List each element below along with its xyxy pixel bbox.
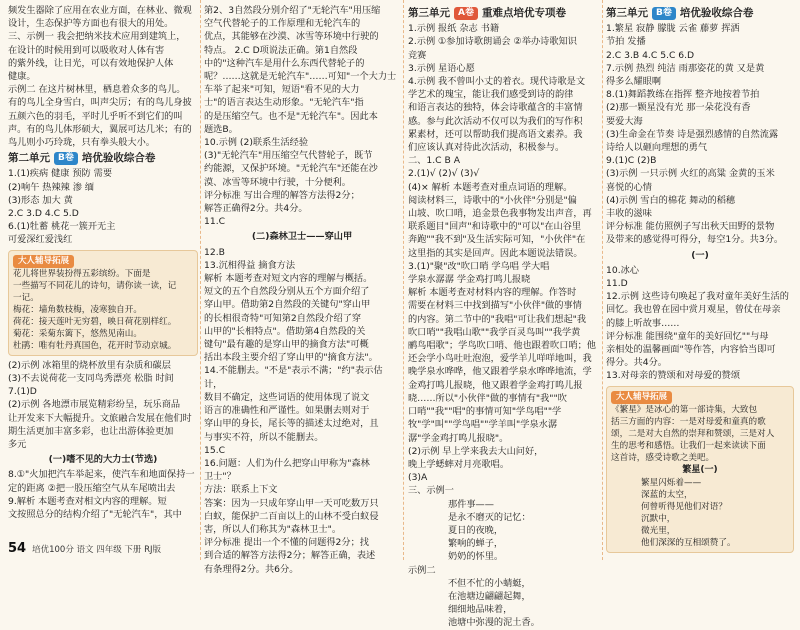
answer-line: 学泉水潺潺 学金鸡打鸣儿报晓 [408, 274, 531, 286]
answer-line: 优点，其能够在沙漠、冰雪等环境中行驶的 [204, 31, 379, 43]
box-line: 一记。 [13, 292, 39, 303]
answer-line: 害，所以人们称其为"森林卫士"。 [204, 523, 342, 535]
answer-line: 1.示例 报纸 杂志 书籍 [408, 23, 500, 35]
answer-line: 解析 本题考查对材料内容的理解。作答时 [408, 287, 577, 299]
answer-line: 丰收的滋味 [606, 208, 652, 220]
answer-line: 解答正确得2分。共4分。 [204, 203, 308, 215]
answer-line: (4)示例 雪白的棉花 舞动的稻穗 [606, 194, 736, 206]
answer-line: (2)那一颗星没有光 那一朵花没有香 [606, 102, 751, 114]
answer-line: 累素材，还可以帮助我们提高语文素养。我 [408, 128, 583, 140]
answer-line: 得多么耀眼啊 [606, 76, 662, 88]
answer-line: 期生活更加丰富多彩，也让出游体验更加 [8, 425, 174, 437]
answer-line: 有条理得2分。共6分。 [204, 563, 299, 575]
answer-line: 需要在材料三中找到描写"小伙伴"做的事情 [408, 300, 582, 312]
answer-line: 评分标准 提出一个不懂的问题得2分；找 [204, 537, 369, 549]
poem-line: 繁星闪烁着—— [641, 478, 702, 489]
column-divider [403, 0, 404, 560]
answer-line: 2.示例 ①参加诗歌朗诵会 ②举办诗歌知识 [408, 36, 577, 48]
box-line: 括三方面的内容：一是对母爱和童真的歌 [611, 416, 766, 427]
answer-line: 1.(1)疾病 健康 预防 需要 [8, 168, 113, 180]
poem-line: 那件事—— [448, 498, 494, 510]
answer-line: 空气代替轮子的工作原理和无轮汽车的 [204, 18, 361, 30]
answer-line: 的膝上听故事…… [606, 317, 680, 329]
poem-line: 奶奶的怀里。 [448, 551, 504, 563]
answer-line: 定的距离 ②把一股压缩空气从车尾喷出去 [8, 482, 176, 494]
answer-line: 二、1.C B A [408, 155, 460, 167]
poem-line: 细细地品味着， [448, 604, 513, 616]
poem-lines [611, 477, 789, 549]
answer-line: (3)生命金在节奏 诗是强烈感情的自然流露 [606, 128, 779, 140]
answer-line: (3)示例 一只示例 火红的高粱 金黄的玉米 [606, 168, 775, 180]
answer-line: (2)示例 冰箱里的烧杯放里有杂质和碳层 [8, 359, 171, 371]
answer-line: 多元 [8, 439, 27, 451]
answer-line: 7.(1)D [8, 386, 37, 398]
answer-line: 节拍 发播 [606, 36, 646, 48]
answer-line: 们应该认真对待此次活动，积极参与。 [408, 142, 565, 154]
answer-line: 2.(1)√ (2)√ (3)√ [408, 168, 480, 180]
poem-example-1 [408, 484, 600, 563]
answer-line: 语言的准确性和严谨性。如果删去则对于 [204, 405, 370, 417]
poem-line: 繁响的蝉子， [448, 538, 504, 550]
answer-line: 1.繁星 寂静 朦胧 云雀 藤萝 挥洒 [606, 23, 740, 35]
answer-line: 晚学泉水哗哗，他又跟着学泉水哗哗地流，学 [408, 366, 592, 378]
answer-line: 的内容。第二节中的"我唱"可让我们想起"我 [408, 313, 587, 325]
passage-title: (一) [691, 249, 709, 261]
section-header [8, 152, 198, 165]
passage-title: (二)森林卫士——穿山甲 [251, 231, 353, 243]
answer-line: 键句"最有趣的是穿山甲的摘食方法"可概 [204, 339, 369, 351]
answer-line: 与事实不符，所以不能删去。 [204, 431, 324, 443]
answer-line: 五颜六色的羽毛，平时儿乎听不到它们的叫 [8, 110, 183, 122]
answer-line: 解析 本题考查对短文内容的理解与概括。 [204, 273, 373, 285]
poem-lines [408, 498, 600, 564]
section-badge: A卷 [454, 7, 478, 20]
poem-lines [408, 577, 600, 630]
box-line: 梅花：墙角数枝梅，凌寒独自开。 [13, 304, 142, 315]
answer-line: 鹂鸟唱歌"；学鸟吹口哨、他也跟着吹口哨；他 [408, 340, 596, 352]
answer-line: 设计，生态保护等方面也有很大的用处。 [8, 18, 174, 30]
answer-line: 感。参与此次活动不仅可以为我们的写作积 [408, 115, 583, 127]
answer-line: 可爱深红爱浅红 [8, 234, 73, 246]
answer-line: 喜悦的心情 [606, 181, 652, 193]
answer-line: 诗给人以砸向理想的勇气 [606, 142, 708, 154]
answer-line: 12.示例 这些诗句唤起了我对童年美好生活的 [606, 291, 789, 303]
answer-line: 11.D [606, 278, 628, 290]
answer-line: (3)形态 加大 黄 [8, 194, 73, 206]
answer-line: 短文的五个自然段分别从五个方面介绍了 [204, 286, 370, 298]
poem-line: 池塘中弥漫的泥土香。 [448, 617, 540, 629]
poem-line: 在池塘边翩翩起舞， [448, 590, 531, 602]
answer-line: 和语言表达的独特，体会诗歌蕴含的丰富情 [408, 102, 583, 114]
answer-line: (3)不去说荷花一支同鸟秀漂亮 松脂 时间 [8, 373, 174, 385]
answer-lines [8, 359, 198, 451]
answer-line: 山甲的"长相特点"。借助第4自然段的关 [204, 325, 366, 337]
box-line: 颂，二是对大自然的崇拜和赞颂，三是对人 [611, 428, 775, 439]
column-2 [204, 4, 400, 576]
answer-line: 评分标准 能仿照例子写出秋天田野的景物 [606, 221, 775, 233]
answer-line: 答案：因为一只成年穿山甲一天可吃数万只 [204, 497, 379, 509]
box-title: 大人辅导拓展 [611, 391, 672, 404]
answer-line: 9.解析 本题考查对相文内容的理解。短 [8, 495, 167, 507]
section-title: 第三单元 [408, 7, 450, 19]
answer-line: 16.问题：人们为什么把穿山甲称为"森林 [204, 457, 370, 469]
answer-line: 示例二 在这片树林里，栖息着众多的鸟儿。 [8, 84, 186, 96]
column-divider [200, 0, 201, 560]
answer-line: 3.(1)"聚"改"吹口哨 学乌唱 学大唱 [408, 260, 550, 272]
answer-line: 13.沉相得益 摘食方法 [204, 259, 296, 271]
tutor-extension-box [606, 386, 794, 553]
answer-line: 联系题目"回声"和诗歌中的"可以"在山谷里 [408, 221, 582, 233]
answer-line: 及带来的感觉得可得分，每空1分。共3分。 [606, 234, 784, 246]
answer-line: 题选B。 [204, 123, 238, 135]
answer-line: 的紫外线，让日光，可以有效地保护人体 [8, 57, 174, 69]
section-badge: B卷 [652, 7, 676, 20]
answer-line: 鸟儿则小巧玲珑，只有拳头般大小。 [8, 137, 155, 149]
poem-line: 微光里， [641, 526, 676, 537]
footer-text: 培优100分 语文 四年级 下册 RJ版 [32, 544, 162, 555]
answer-line: 的长相很奇特"可知第2自然段介绍了穿 [204, 312, 362, 324]
answer-line: 阅读材料三，诗歌中的"小伙伴"分别是"偏 [408, 194, 577, 206]
answer-lines [8, 468, 198, 521]
answer-line: 3.示例 星语心愿 [408, 62, 475, 74]
answer-line: (3)"无轮汽车"用压缩空气代替轮子，既节 [204, 150, 373, 162]
box-lines [13, 268, 193, 352]
answer-line: 要爱大海 [606, 115, 643, 127]
answer-line: 吹口哨""我唱山歌""我学百灵鸟叫""我学黄 [408, 326, 581, 338]
answer-line: 2.C 3.D 4.C 5.D [8, 208, 79, 220]
answer-line: 潺"学金鸡打鸣儿报晓"。 [408, 432, 509, 444]
answer-line: 竞赛 [408, 49, 427, 61]
box-line: 菊花：采菊东篱下，悠然见南山。 [13, 328, 142, 339]
box-line: 《繁星》是冰心的第一部诗集，大致包 [611, 404, 758, 415]
answer-line: 10.示例 (2)联系生活经验 [204, 137, 309, 149]
answer-line: 还会学小鸟吐吐泡泡，爱学羊儿咩咩地叫，我 [408, 353, 592, 365]
answer-line: 8.(1)舞蹈教练在指挥 整齐地按着节拍 [606, 89, 760, 101]
answer-line: 9.(1)C (2)B [606, 155, 657, 167]
answer-line: 有的鸟儿全身雪白，叫声尖厉；有的鸟儿身披 [8, 97, 192, 109]
answer-line: 晓……所以"小伙伴"做的事情有"我""吹 [408, 392, 567, 404]
poem-line: 深蓝的太空， [641, 490, 693, 501]
answer-line: 6.(1)牡蓄 桃花一簇开无主 [8, 221, 116, 233]
answer-line: 回忆。我也曾在园中赏月观星，曾仗在母亲 [606, 304, 781, 316]
answer-line: 4.示例 我不曾叫小丈的着衣。现代诗歌是文 [408, 76, 586, 88]
column-3 [408, 4, 600, 630]
answer-line: 口哨""我""唱"的事情可知"学鸟唱""学 [408, 406, 562, 418]
answer-line: (2)响午 热辣辣 渗 缅 [8, 181, 95, 193]
answer-line: 金鸡打鸣儿报晓，他又跟着学金鸡打鸣儿报 [408, 379, 583, 391]
poem-line: 沉默中， [641, 514, 676, 525]
poem-line: 何曾听得见他们对语？ [641, 502, 727, 513]
column-1 [8, 4, 198, 521]
answer-line: 11.C [204, 216, 226, 228]
section-title: 第二单元 [8, 152, 50, 165]
answer-line: 的是压缩空气。也不是"无轮汽车"。因此本 [204, 110, 378, 122]
answer-line: 8.①"火加把汽车举起来，使汽车和地面保持一 [8, 469, 195, 481]
box-line: 生的思考和感悟。让我们一起来读读下面 [611, 440, 766, 451]
answer-line: 白蚁，能保护二百亩以上的山林不受白蚁侵 [204, 510, 379, 522]
answer-line: 牧"学"叫""学鸟唱""学羊叫"学泉水潺 [408, 419, 558, 431]
answer-line: 在设计的时候用到可以吸收对人体有害 [8, 44, 165, 56]
answer-line: 让开发来下大幅提升。文旅融合发展在他们时 [8, 412, 192, 424]
answer-line: 评分标准 能围绕"童年的美好回忆""与母 [606, 330, 769, 342]
passage-title: (一)嗜不见的大力士(节选) [48, 454, 158, 466]
answer-lines [204, 4, 400, 228]
box-line: 花儿将世界装扮得五彩缤纷。下面是 [13, 268, 151, 279]
answer-line: 中的"这种汽车是用什么东西代替轮子的 [204, 57, 365, 69]
answer-line: 括出本段主要介绍了穿山甲的"摘食方法"。 [204, 352, 378, 364]
page-number: 54 [8, 541, 27, 556]
answer-line: 山坡、吹口哨，追金景色我事物发出声音，再 [408, 208, 592, 220]
answer-line: 亲相处的温馨画面"等作答，内容恰当即可 [606, 344, 776, 356]
answer-line: 频发生器除了应用在农业方面，在林业、微观 [8, 5, 192, 16]
answer-line: 12.B [204, 246, 225, 258]
poem-example-2 [408, 564, 600, 630]
column-4 [606, 4, 794, 556]
box-line: 杜鹃：唯有牡丹真国色，花开时节动京城。 [13, 340, 177, 351]
answer-line: 学艺术的瑰宝，能让我们感受到诗的韵律 [408, 89, 574, 101]
poem-line: 夏日的夜晚， [448, 524, 504, 536]
section-title: 第三单元 [606, 7, 648, 19]
answer-line: 文按照总分的结构介绍了"无轮汽车"，其中 [8, 509, 182, 521]
answer-line: 到合适的解答方法得2分；解答正确，表述 [204, 550, 376, 562]
answer-lines [408, 22, 600, 484]
answer-line: 数目不确定，这些词语的使用体现了说文 [204, 391, 370, 403]
answer-line: 奔跑""我不到"及生活实际可知，"小伙伴"在 [408, 234, 586, 246]
poem-label: 示例二 [408, 564, 436, 576]
section-subtitle: 重难点培优专项卷 [481, 7, 566, 19]
answer-line: 14.不能删去。"不是"表示不满；"约"表示估计， [204, 365, 383, 390]
answer-line: 约能源，又保护环境。"无轮汽车"还能在沙 [204, 163, 378, 175]
answer-lines [8, 167, 198, 246]
answer-line: 评分标准 写出合理的解答方法得2分； [204, 189, 360, 201]
poem-line: 是永不磨灭的记忆： [448, 511, 531, 523]
answer-line: 声。有的鸟儿体形硕大，翼展可达几米；有的 [8, 123, 192, 135]
poem-line: 他们深深的互相颂赞了。 [641, 538, 736, 549]
answer-line: 15.C [204, 444, 226, 456]
section-header [408, 7, 600, 20]
answer-line: 方法：联系上下文 [204, 484, 278, 496]
answer-line: 漠、冰雪等环境中行驶，十分便利。 [204, 176, 351, 188]
poem-line: 不但不忙的小蜻蜓， [448, 577, 531, 589]
answer-line: 晚上学蟋蟀对月亮歌唱。 [408, 458, 510, 470]
answer-line: 穿山甲的身长，尾长等的描述太过绝对，且 [204, 418, 379, 430]
answer-line: 第2、3自然段分别介绍了"无轮汽车"用压缩 [204, 5, 381, 16]
answer-line: 车举了起来"可知，短语"看不见的大力 [204, 84, 360, 96]
answer-line: 卫士"？ [204, 471, 236, 483]
answer-line: 13.对母亲的赞颂和对母爱的赞颂 [606, 370, 741, 382]
answer-line: 穿山甲。借助第2自然段的关键句"穿山甲 [204, 299, 371, 311]
column-divider [602, 0, 603, 560]
answer-line: (2)示例 各地漂市展览精彩纷呈，玩乐商品 [8, 399, 181, 411]
answer-lines [204, 246, 400, 576]
answer-line: (4)× 解析 本题考查对重点词语的理解。 [408, 181, 573, 193]
answer-line: 得分。共4分。 [606, 357, 667, 369]
box-line: 这首诗，感受诗歌之美吧。 [611, 452, 715, 463]
poem-title: 繁星(一) [682, 464, 718, 475]
box-line: 一些描写不同花儿的诗句，请你读一读，记 [13, 280, 177, 291]
poem-label: 三、示例一 [408, 485, 454, 497]
answer-line: 2.C 3.B 4.C 5.C 6.D [606, 49, 695, 61]
answer-line: 士"的语言表达生动形象。"无轮汽车"指 [204, 97, 364, 109]
page-footer [8, 541, 161, 556]
answer-line: 三、示例一 我会把纳米技术应用到建筑上， [8, 31, 186, 43]
answer-line: 呢？……这就是无轮汽车"……可知"一个大力士 [204, 71, 397, 83]
box-title: 大人辅导拓展 [13, 255, 74, 268]
section-header [606, 7, 794, 20]
answer-lines [8, 4, 198, 149]
answer-line: (3)A [408, 472, 428, 484]
answer-line: (2)示例 早上学来我去大山问好， [408, 445, 544, 457]
answer-line: 健康。 [8, 71, 36, 83]
box-lines [611, 404, 789, 464]
section-badge: B卷 [54, 152, 78, 165]
answer-line: 10.冰心 [606, 264, 639, 276]
box-line: 荷花：接天莲叶无穷碧，映日荷花别样红。 [13, 316, 177, 327]
answer-line: 这里指的其实是回声。因此本题说法错误。 [408, 247, 583, 259]
section-subtitle: 培优验收综合卷 [81, 152, 156, 165]
answer-line: 7.示例 热烈 纯洁 雨那姿花的黄 又是黄 [606, 62, 765, 74]
tutor-extension-box [8, 250, 198, 356]
answer-line: 特点。 2.C D项说法正确。第1自然段 [204, 44, 358, 56]
answer-lines [606, 22, 794, 246]
section-subtitle: 培优验收综合卷 [679, 7, 754, 19]
answer-lines [606, 264, 794, 383]
